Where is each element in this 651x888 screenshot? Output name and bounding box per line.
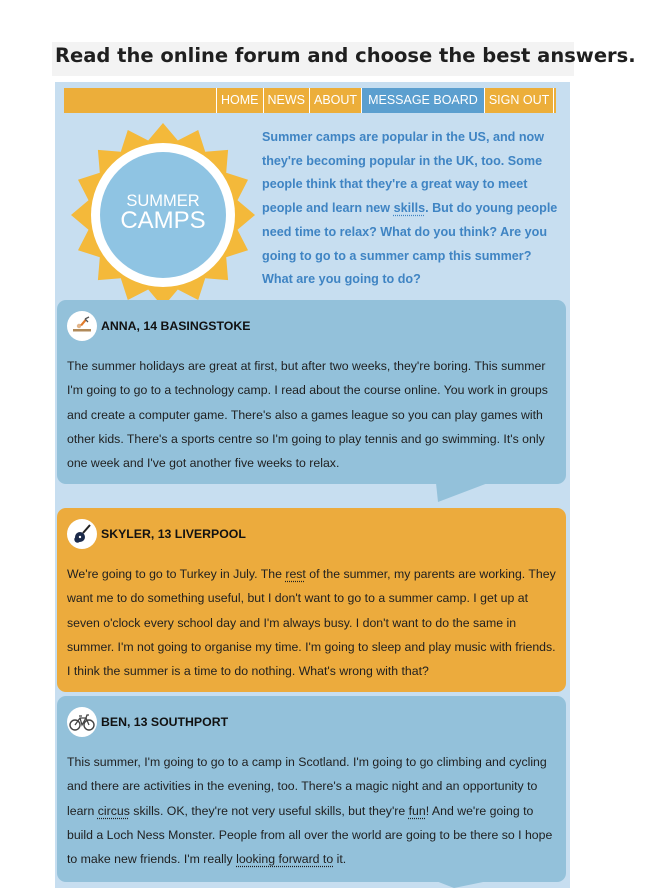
bicycle-icon: [67, 707, 97, 737]
glossary-link-looking-forward-to[interactable]: looking forward to: [236, 852, 334, 867]
nav-items: [216, 88, 554, 113]
nav-sign-out[interactable]: SIGN OUT: [484, 88, 554, 113]
nav-bar: [64, 88, 556, 113]
forum-post-skyler: [57, 508, 566, 692]
post-body: We're going to go to Turkey in July. The rest of the summer, my parents are working. They want me to do something useful, but I don't want to go to a summer camp. I get up at seven o'clock every school day and I'm always busy. I don't want to do the same in summer. I'm not going to organise my time. I'm going to sleep and play music with friends. I think the summer is a time to do nothing. What's wrong with that?: [67, 567, 556, 679]
forum-post-ben: [57, 696, 566, 882]
speech-bubble-tail: [436, 483, 490, 503]
post-body: This summer, I'm going to go to a camp in Scotland. I'm going to go climbing and cycling and there are activities in the evening, too. There's a magic night and an opportunity to learn circus skills. OK, they're not very useful skills, but they're fun! And we're going to build a Loch Ness Monster. People from all over the world are going to be there so I hope to make new friends. I'm really looking forward to it.: [67, 755, 553, 867]
nav-news[interactable]: NEWS: [263, 88, 310, 113]
speech-bubble-tail: [436, 881, 490, 888]
gymnast-icon: [67, 311, 97, 341]
glossary-link-rest[interactable]: rest: [285, 567, 306, 581]
guitar-icon: [67, 519, 97, 549]
glossary-link-fun[interactable]: fun: [408, 803, 426, 818]
nav-message-board[interactable]: MESSAGE BOARD: [361, 88, 484, 113]
post-header: [67, 706, 228, 738]
post-header: [67, 518, 246, 550]
post-author: BEN, 13 SOUTHPORT: [101, 715, 229, 729]
post-author: ANNA, 14 BASINGSTOKE: [101, 319, 251, 333]
logo-line-1: SUMMER: [126, 192, 200, 210]
nav-home[interactable]: HOME: [216, 88, 263, 113]
page-title: Read the online forum and choose the best answers.: [55, 44, 636, 67]
glossary-link-circus[interactable]: circus: [97, 803, 130, 818]
logo-line-2: CAMPS: [120, 207, 206, 234]
forum-post-anna: [57, 300, 566, 484]
post-author: SKYLER, 13 LIVERPOOL: [101, 527, 246, 541]
post-header: [67, 310, 250, 342]
intro-text: Summer camps are popular in the US, and now they're becoming popular in the UK, too. Some people think that they're a great way to meet people and learn new skills. But do young people need time to relax? What do you think? Are you going to go to a summer camp this summer? What are you going to do?: [262, 130, 558, 287]
summer-camps-logo: [70, 122, 256, 308]
post-body: The summer holidays are great at first, but after two weeks, they're boring. This summer I'm going to go to a technology camp. I read about the course online. You work in groups and create a computer game. There's also a games league so you can play games with other kids. There's a sports centre so I'm going to play tennis and go swimming. It's only one week and I've got another five weeks to relax.: [67, 359, 548, 471]
glossary-link-skills[interactable]: skills: [393, 201, 426, 216]
nav-about[interactable]: ABOUT: [309, 88, 361, 113]
